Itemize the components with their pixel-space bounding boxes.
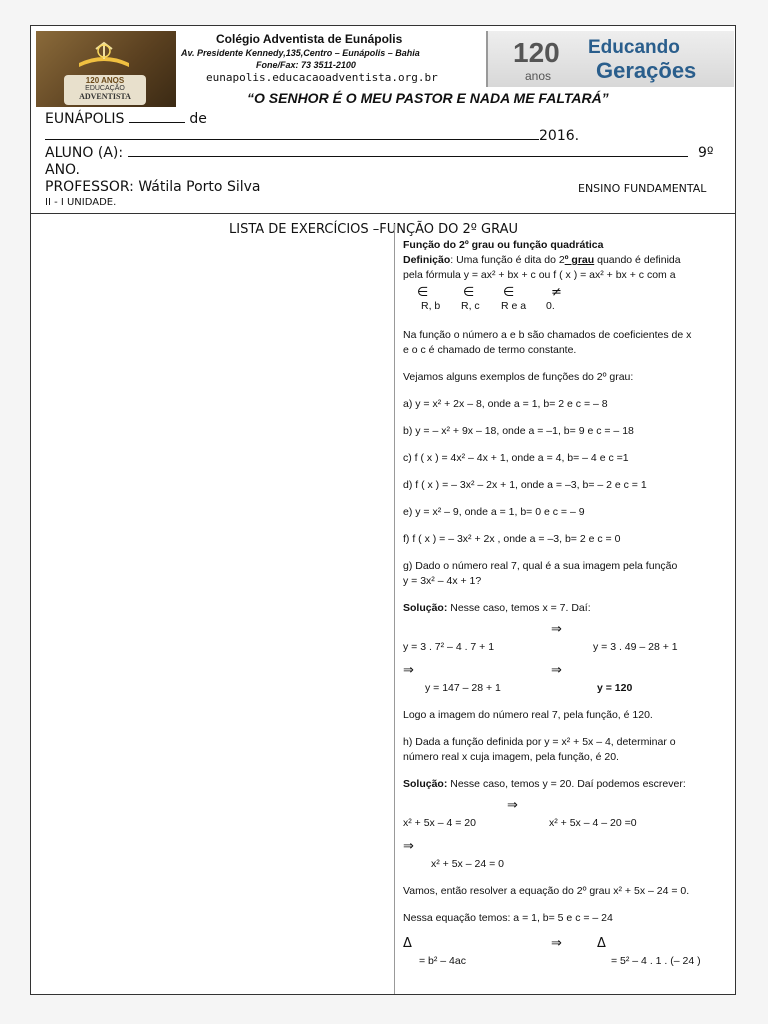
content-heading: Função do 2º grau ou função quadrática [403, 239, 604, 251]
h-steps-row-1: x² + 5x – 4 = 20 x² + 5x – 4 – 20 =0 [403, 817, 637, 829]
implies-arrow-icon: ⇒ [403, 663, 414, 678]
constant-text: e o c é chamado de termo constante. [403, 344, 577, 356]
list-title: LISTA DE EXERCÍCIOS –FUNÇÃO DO 2º GRAU [229, 222, 519, 237]
example-e: e) y = x² – 9, onde a = 1, b= 0 e c = – 9 [403, 506, 585, 518]
school-phone: Fone/Fax: 73 3511-2100 [256, 60, 356, 70]
delta-symbol-row [403, 934, 733, 954]
example-d: d) f ( x ) = – 3x² – 2x + 1, onde a = –3, b= – 2 e c = 1 [403, 479, 647, 491]
open-book-emblem-icon [74, 41, 134, 71]
question-g-line2: y = 3x² – 4x + 1? [403, 575, 482, 587]
unidade-label: II - I UNIDADE. [45, 197, 117, 208]
g-steps-row-2: y = 147 – 28 + 1 y = 120 [425, 682, 633, 694]
h-steps-row-2: x² + 5x – 24 = 0 [431, 858, 504, 870]
delta-symbol: Δ [597, 936, 606, 951]
set-symbols-row: ∈ ∈ ∈ ≠ [417, 285, 562, 300]
implies-arrow-icon: ⇒ [551, 622, 562, 637]
document-page [30, 25, 736, 995]
h-resolve: Vamos, então resolver a equação do 2º grau x² + 5x – 24 = 0. [403, 885, 690, 897]
month-blank [45, 139, 539, 140]
question-h-line2: número real x cuja imagem, pela função, é 20. [403, 751, 619, 763]
question-g-line1: g) Dado o número real 7, qual é a sua imagem pela função [403, 560, 678, 572]
professor-label: PROFESSOR: Wátila Porto Silva [45, 179, 261, 195]
ensino-label: ENSINO FUNDAMENTAL [578, 182, 707, 195]
question-h-line1: h) Dada a função definida por y = x² + 5x – 4, determinar o [403, 736, 676, 748]
motto: “O SENHOR É O MEU PASTOR E NADA ME FALTARÁ” [247, 90, 609, 106]
examples-intro: Vejamos alguns exemplos de funções do 2º grau: [403, 371, 634, 383]
example-a: a) y = x² + 2x – 8, onde a = 1, b= 2 e c = – 8 [403, 398, 608, 410]
anniversary-banner: 120 anos Educando Gerações [486, 31, 734, 87]
ano-label: ANO. [45, 162, 80, 178]
delta-formula-row: = b² – 4ac = 5² – 4 . 1 . (– 24 ) [419, 955, 701, 967]
example-c: c) f ( x ) = 4x² – 4x + 1, onde a = 4, b= – 4 e c =1 [403, 452, 629, 464]
g-arrow-row-2 [403, 661, 733, 681]
g-conclusion: Logo a imagem do número real 7, pela função, é 120. [403, 709, 653, 721]
solution-g: Solução: Nesse caso, temos x = 7. Daí: [403, 602, 591, 614]
implies-arrow-icon: ⇒ [507, 798, 518, 813]
column-divider [394, 224, 395, 994]
content-column [403, 238, 733, 969]
set-letters-row: R, b R, c R e a 0. [421, 300, 555, 312]
g-arrow-row [403, 620, 733, 640]
city-line: EUNÁPOLIS de [45, 111, 207, 127]
h-coefficients: Nessa equação temos: a = 1, b= 5 e c = – 24 [403, 912, 613, 924]
delta-symbol: Δ [403, 936, 412, 951]
solution-h: Solução: Nesse caso, temos y = 20. Daí podemos escrever: [403, 778, 686, 790]
school-address: Av. Presidente Kennedy,135,Centro – Eunápolis – Bahia [181, 48, 420, 58]
implies-arrow-icon: ⇒ [403, 839, 414, 854]
section-divider [31, 213, 735, 214]
school-logo [36, 31, 176, 107]
example-f: f) f ( x ) = – 3x² + 2x , onde a = –3, b= 2 e c = 0 [403, 533, 621, 545]
example-b: b) y = – x² + 9x – 18, onde a = –1, b= 9 e c = – 18 [403, 425, 634, 437]
h-arrow-row [403, 796, 733, 816]
anniversary-badge: 120 ANOS EDUCAÇÃO ADVENTISTA [64, 75, 146, 105]
implies-arrow-icon: ⇒ [551, 936, 562, 951]
student-line: ALUNO (A): 9º [45, 145, 714, 161]
date-line: 2016. [45, 128, 579, 144]
definition: Definição: Uma função é dita do 2º grau quando é definida [403, 254, 681, 266]
school-name: Colégio Adventista de Eunápolis [216, 32, 403, 46]
g-steps-row-1: y = 3 . 7² – 4 . 7 + 1 y = 3 . 49 – 28 + 1 [403, 641, 678, 653]
h-arrow-row-2 [403, 837, 733, 857]
coefficients-text: Na função o número a e b são chamados de coeficientes de x [403, 329, 692, 341]
day-blank [129, 122, 185, 123]
school-website: eunapolis.educacaoadventista.org.br [206, 71, 438, 84]
student-name-blank [128, 156, 688, 157]
definition-formula: pela fórmula y = ax² + bx + c ou f ( x ) = ax² + bx + c com a [403, 269, 676, 281]
implies-arrow-icon: ⇒ [551, 663, 562, 678]
